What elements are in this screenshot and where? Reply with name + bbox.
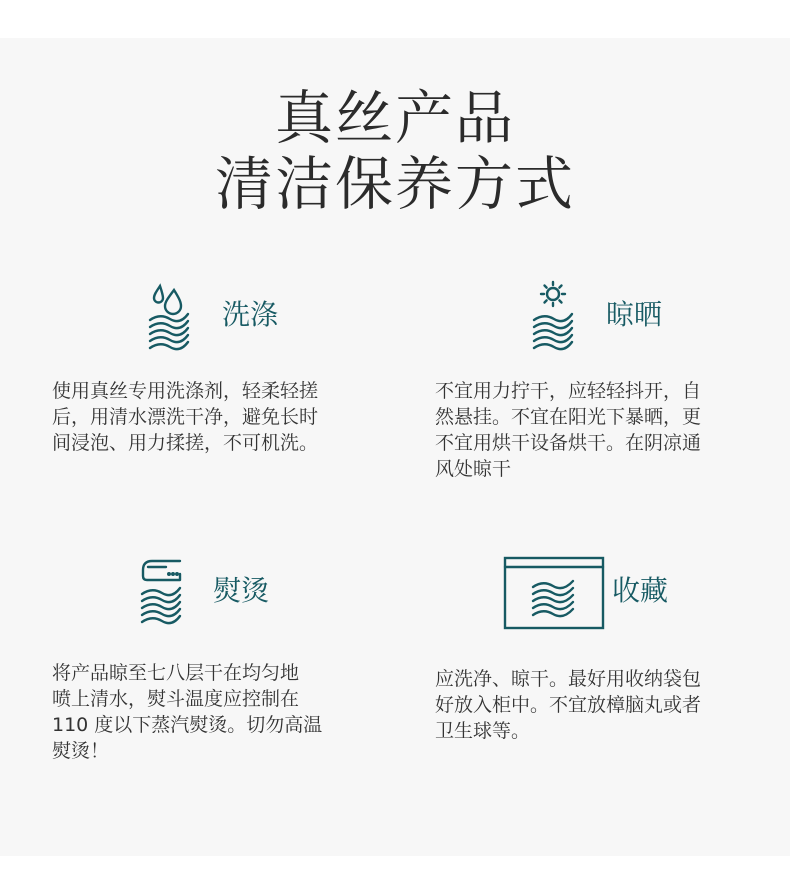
text-line: 风处晾干 xyxy=(435,458,512,480)
storage-box-waves-icon xyxy=(503,555,605,631)
ironing-description xyxy=(52,660,322,764)
drying-description xyxy=(435,378,701,482)
water-drops-waves-icon xyxy=(146,282,192,354)
section-label-storage: 收藏 xyxy=(612,574,669,607)
sun-waves-icon xyxy=(530,280,576,354)
text-line: 使用真丝专用洗涤剂，轻柔轻搓 xyxy=(52,380,319,402)
text-line: 好放入柜中。不宜放樟脑丸或者 xyxy=(435,694,702,716)
text-line: 熨烫！ xyxy=(52,740,110,762)
section-label-washing: 洗涤 xyxy=(222,298,279,331)
storage-description xyxy=(435,666,701,744)
text-line: 不宜用力拧干，应轻轻抖开，自 xyxy=(435,380,702,402)
iron-waves-icon xyxy=(136,556,186,632)
washing-description xyxy=(52,378,318,456)
text-line: 将产品晾至七八层干在均匀地 xyxy=(52,662,300,684)
text-line: 间浸泡、用力揉搓，不可机洗。 xyxy=(52,432,319,454)
page-title-line2: 清洁保养方式 xyxy=(214,150,575,218)
text-line: 应洗净、晾干。最好用收纳袋包 xyxy=(435,668,702,690)
page-title-line1: 真丝产品 xyxy=(274,84,515,152)
section-label-ironing: 熨烫 xyxy=(213,574,270,607)
text-line: 不宜用烘干设备烘干。在阴凉通 xyxy=(435,432,702,454)
section-label-drying: 晾晒 xyxy=(606,298,663,331)
text-line: 然悬挂。不宜在阳光下暴晒，更 xyxy=(435,406,702,428)
text-line: 后，用清水漂洗干净，避免长时 xyxy=(52,406,319,428)
text-line: 喷上清水，熨斗温度应控制在 xyxy=(52,688,300,710)
text-line: 110 度以下蒸汽熨烫。切勿高温 xyxy=(52,714,323,736)
text-line: 卫生球等。 xyxy=(435,720,531,742)
